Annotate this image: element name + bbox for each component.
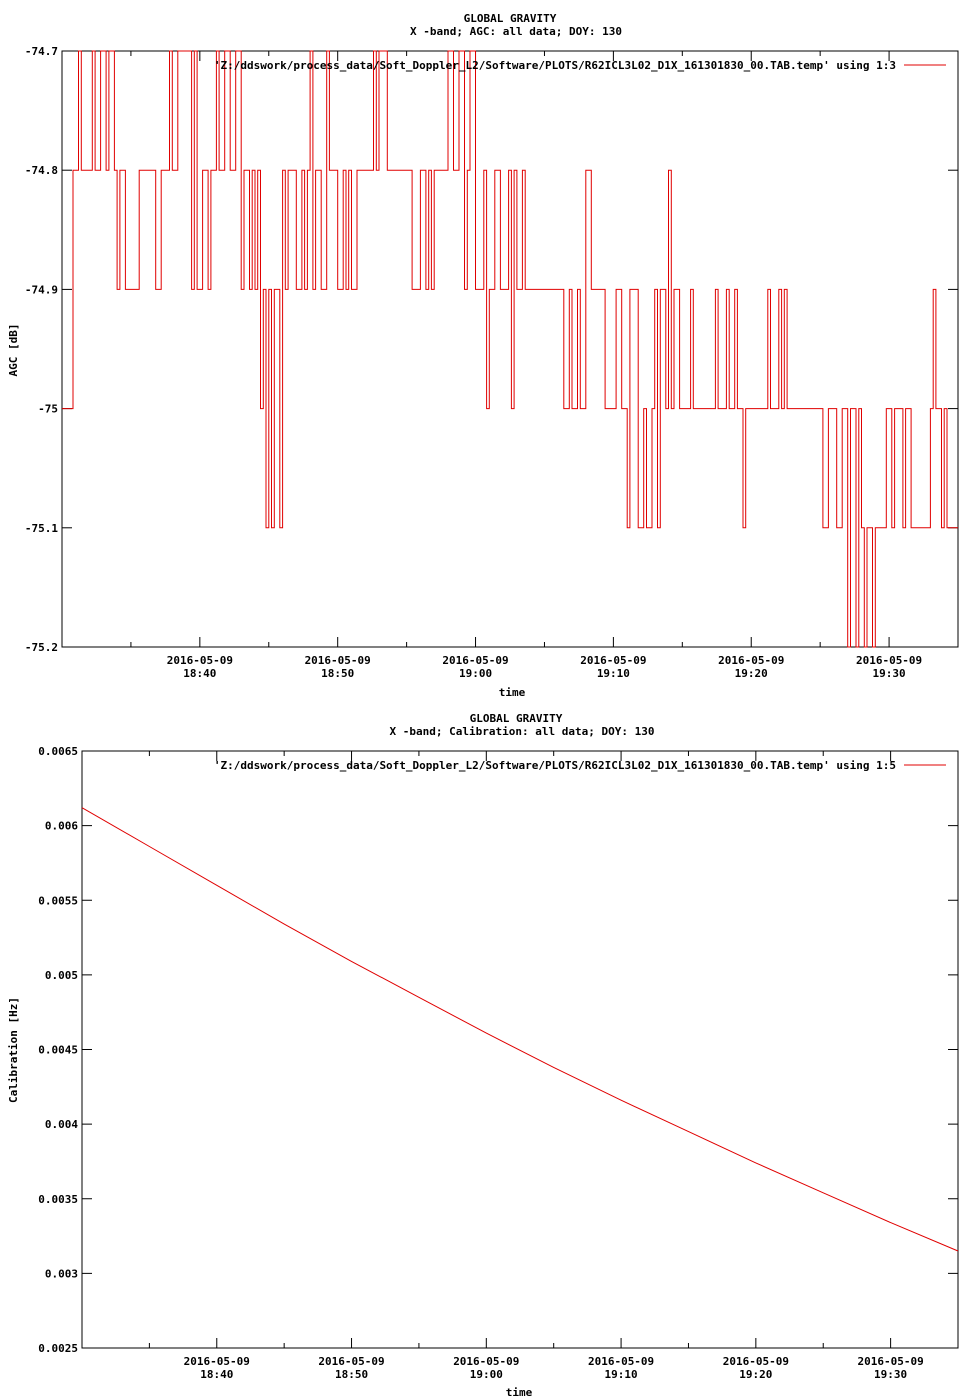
agc-x-tick-time: 19:30 [872,667,906,680]
calibration-y-tick-label: 0.0025 [38,1342,78,1355]
agc-y-tick-label: -74.9 [24,283,58,297]
agc-chart-title: GLOBAL GRAVITY [463,12,557,25]
calibration-x-tick-time: 19:10 [604,1368,638,1381]
calibration-x-tick-date: 2016-05-09 [183,1355,250,1368]
calibration-chart-subtitle: X -band; Calibration: all data; DOY: 130 [389,725,655,738]
calibration-y-tick-label: 0.006 [44,819,78,833]
agc-x-tick-time: 19:10 [596,667,630,680]
calibration-y-tick-label: 0.003 [44,1267,78,1281]
agc-series-line [62,51,958,647]
calibration-x-tick-time: 18:50 [334,1368,369,1381]
agc-x-tick-date: 2016-05-09 [166,654,233,667]
calibration-chart-title: GLOBAL GRAVITY [469,712,563,725]
agc-chart-subtitle: X -band; AGC: all data; DOY: 130 [410,25,622,38]
calibration-y-axis-label: Calibration [Hz] [7,997,20,1103]
calibration-x-tick-date: 2016-05-09 [857,1355,924,1368]
agc-x-tick-date: 2016-05-09 [718,654,785,667]
agc-x-ticks [62,51,958,680]
agc-x-tick-time: 18:50 [321,667,355,680]
agc-x-tick-date: 2016-05-09 [855,654,923,667]
agc-x-tick-time: 19:00 [458,667,493,680]
calibration-x-ticks [82,751,958,1381]
calibration-y-tick-label: 0.0045 [38,1043,78,1057]
agc-x-tick-date: 2016-05-09 [304,654,371,667]
calibration-legend-label: 'Z:/ddswork/process_data/Soft_Doppler_L2/Software/PLOTS/R62ICL3L02_D1X_161301830_00.TAB.temp' using 1:5 [213,759,896,772]
calibration-x-tick-time: 19:00 [469,1368,503,1381]
agc-chart [7,12,958,699]
calibration-x-tick-date: 2016-05-09 [453,1355,520,1368]
calibration-x-tick-date: 2016-05-09 [722,1355,789,1368]
calibration-x-tick-time: 18:40 [200,1368,234,1381]
calibration-x-tick-date: 2016-05-09 [318,1355,385,1368]
agc-y-ticks [25,45,958,654]
calibration-y-ticks [38,745,958,1355]
agc-y-tick-label: -75 [38,402,58,416]
agc-x-tick-time: 19:20 [734,667,768,680]
agc-x-axis-label: time [498,686,526,699]
calibration-series-line [82,808,958,1251]
calibration-x-tick-date: 2016-05-09 [587,1355,655,1368]
calibration-y-tick-label: 0.0055 [38,894,78,908]
agc-x-tick-time: 18:40 [183,667,217,680]
agc-legend-label: 'Z:/ddswork/process_data/Soft_Doppler_L2/Software/PLOTS/R62ICL3L02_D1X_161301830_00.TAB.temp' using 1:3 [213,59,896,72]
agc-x-tick-date: 2016-05-09 [580,654,647,667]
calibration-y-tick-label: 0.004 [44,1118,78,1132]
calibration-x-tick-time: 19:20 [739,1368,773,1381]
agc-y-axis-label: AGC [dB] [7,323,20,377]
calibration-x-tick-time: 19:30 [874,1368,908,1381]
agc-x-tick-date: 2016-05-09 [442,654,509,667]
calibration-plot-frame [82,751,958,1348]
agc-plot-frame [62,51,958,647]
calibration-y-tick-label: 0.005 [44,968,78,982]
agc-y-tick-label: -74.7 [24,45,58,58]
calibration-y-tick-label: 0.0035 [38,1192,78,1206]
calibration-y-tick-label: 0.0065 [38,745,78,758]
calibration-chart [7,712,958,1399]
agc-y-tick-label: -74.8 [24,164,58,178]
calibration-x-axis-label: time [505,1386,533,1399]
agc-y-tick-label: -75.2 [24,641,58,654]
agc-y-tick-label: -75.1 [24,521,58,535]
